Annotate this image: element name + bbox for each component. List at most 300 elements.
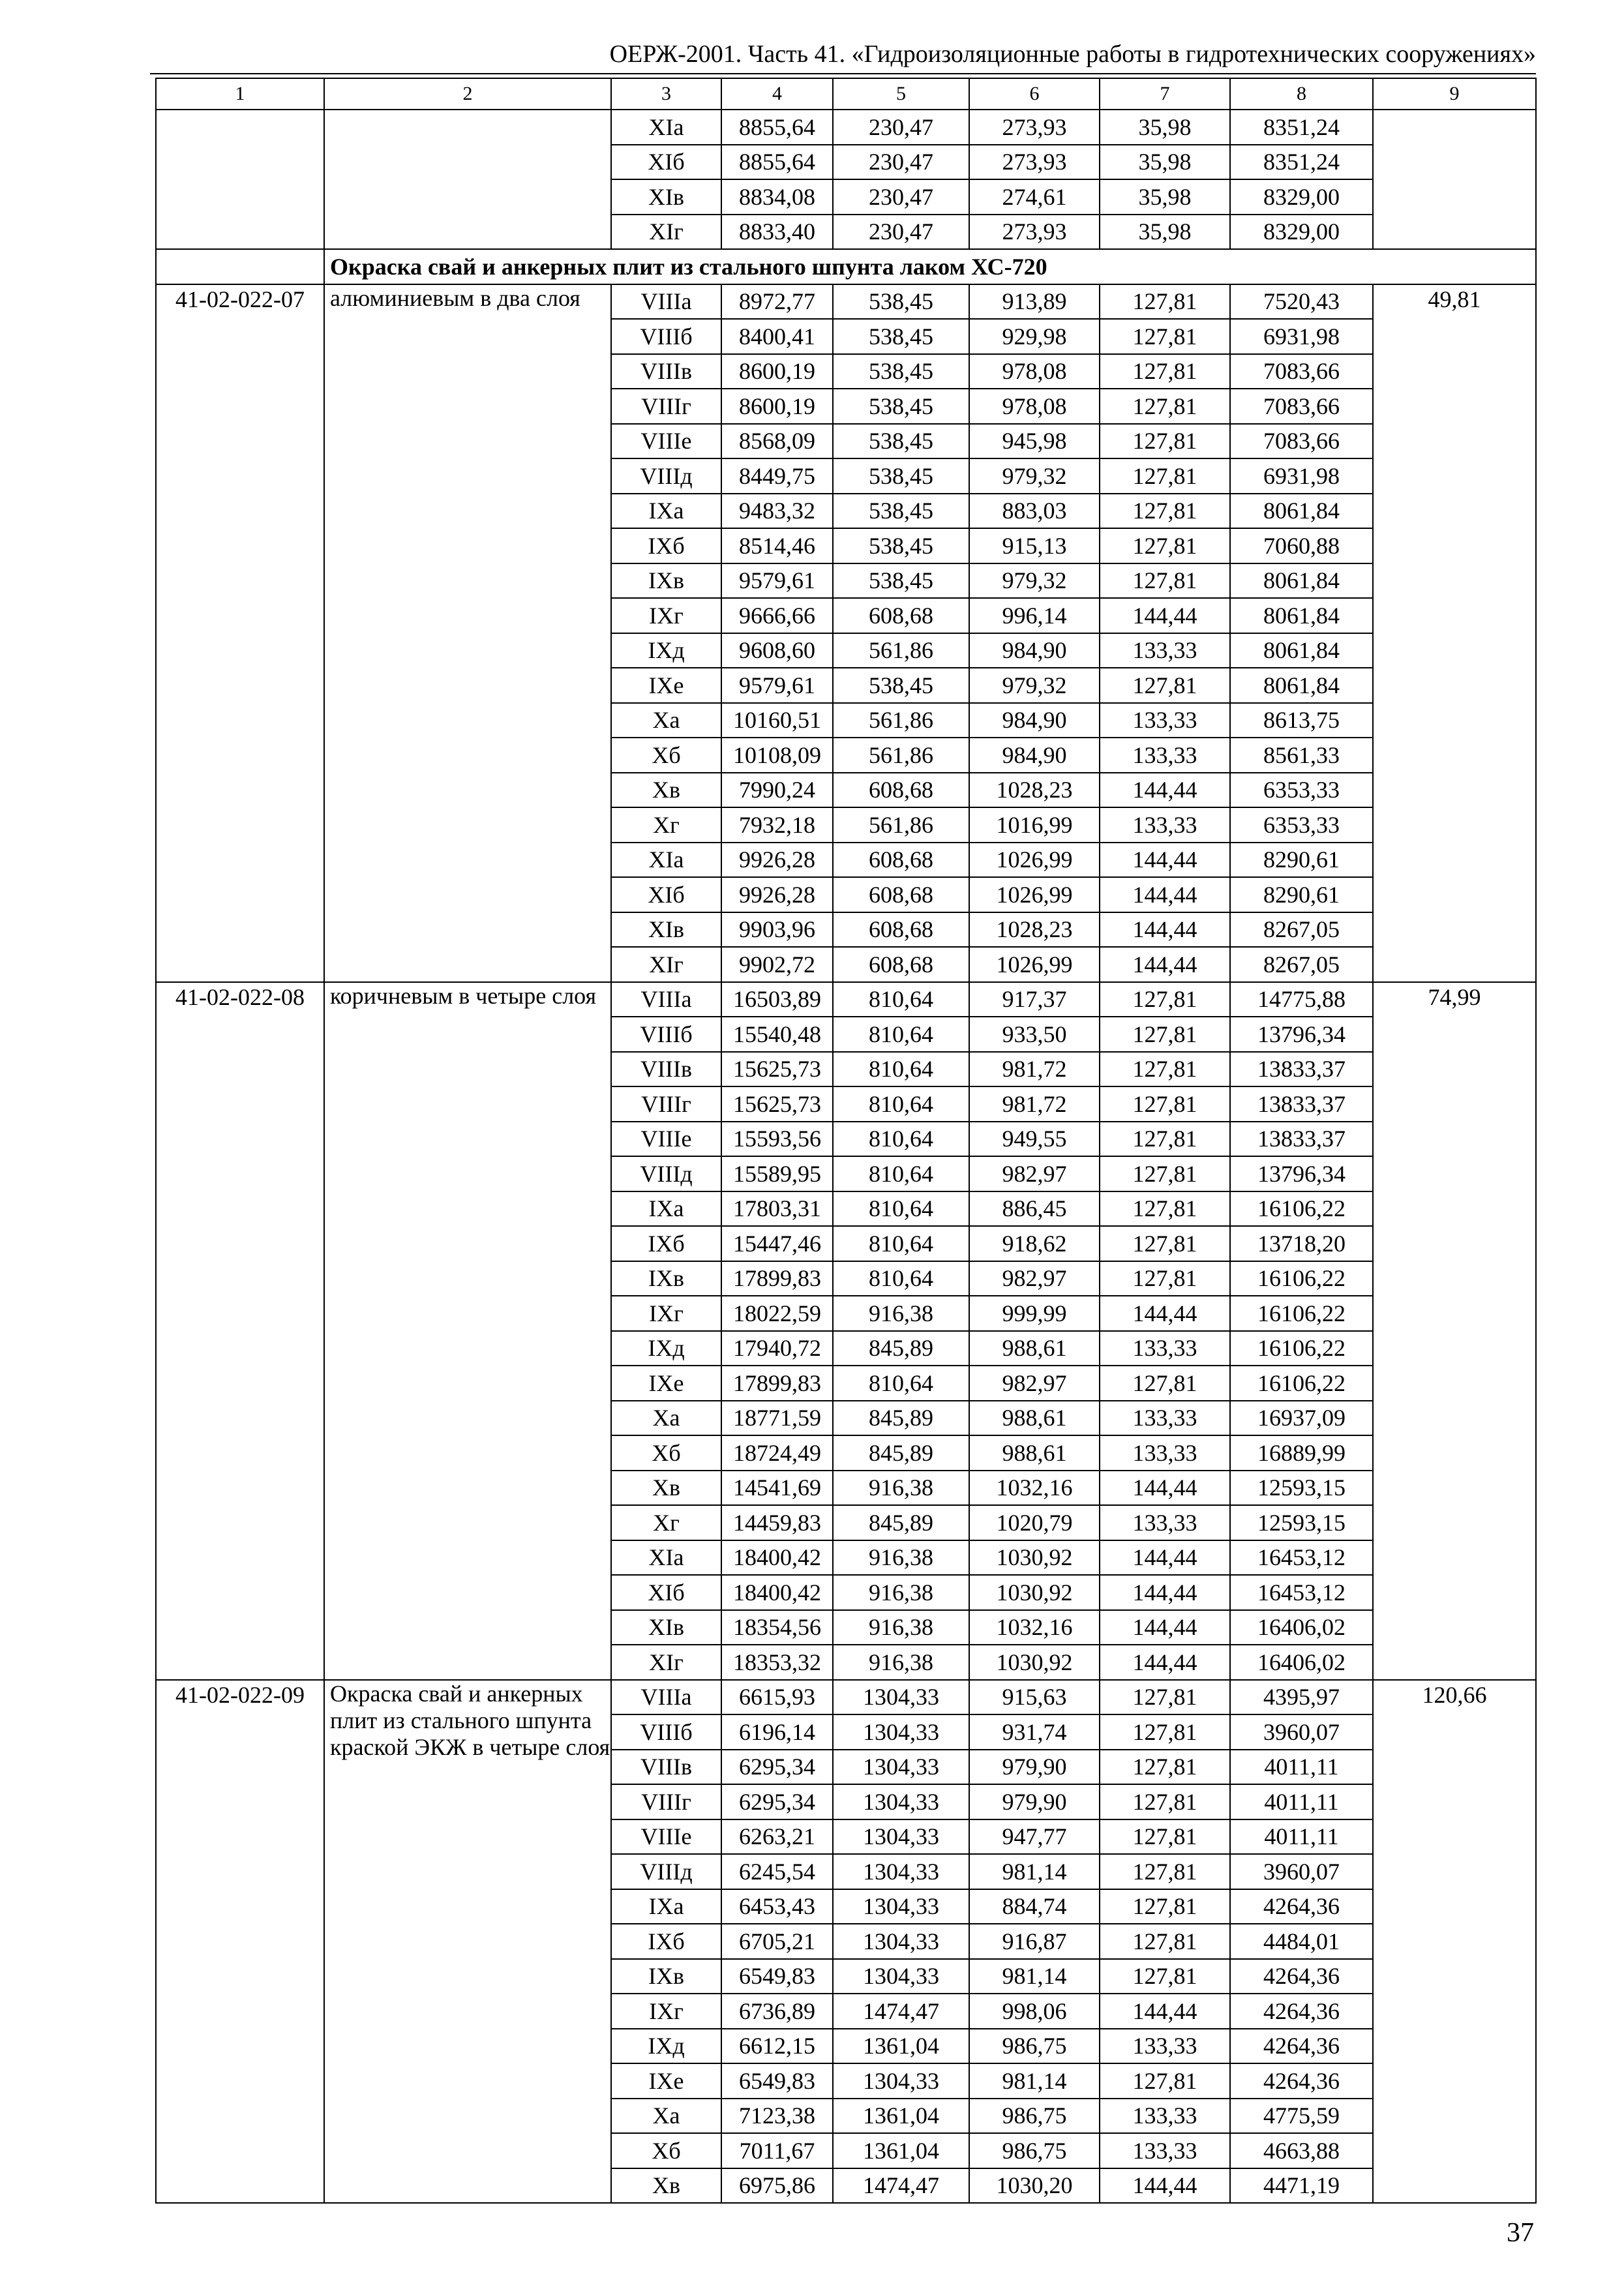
wages: 538,45 <box>833 319 969 354</box>
direct-cost: 17803,31 <box>721 1191 833 1227</box>
operator-wages: 127,81 <box>1100 1226 1230 1261</box>
direct-cost: 6453,43 <box>721 1889 833 1924</box>
table-row <box>156 110 1536 145</box>
direct-cost: 15589,95 <box>721 1156 833 1191</box>
direct-cost: 10160,51 <box>721 703 833 738</box>
direct-cost: 6612,15 <box>721 2029 833 2064</box>
page-number: 37 <box>1507 2218 1534 2248</box>
machine-cost: 947,77 <box>969 1819 1100 1855</box>
direct-cost: 8400,41 <box>721 319 833 354</box>
wages: 538,45 <box>833 354 969 389</box>
machine-cost: 981,14 <box>969 2063 1100 2099</box>
materials-cost: 4011,11 <box>1230 1750 1373 1785</box>
operator-wages: 127,81 <box>1100 284 1230 320</box>
wages: 1304,33 <box>833 1750 969 1785</box>
materials-cost: 16106,22 <box>1230 1191 1373 1227</box>
materials-cost: 13796,34 <box>1230 1156 1373 1191</box>
machine-cost: 949,55 <box>969 1122 1100 1157</box>
wages: 538,45 <box>833 563 969 599</box>
zone-code: VIIIг <box>611 1784 721 1819</box>
zone-code: Xг <box>611 807 721 843</box>
machine-cost: 984,90 <box>969 633 1100 668</box>
operator-wages: 144,44 <box>1100 1471 1230 1506</box>
description-cell <box>324 110 611 249</box>
zone-code: XIг <box>611 215 721 250</box>
zone-code: IXe <box>611 2063 721 2099</box>
operator-wages: 144,44 <box>1100 947 1230 982</box>
direct-cost: 15625,73 <box>721 1086 833 1122</box>
machine-cost: 1016,99 <box>969 807 1100 843</box>
zone-code: XIб <box>611 877 721 912</box>
materials-cost: 8351,24 <box>1230 145 1373 180</box>
direct-cost: 15447,46 <box>721 1226 833 1261</box>
zone-code: IXг <box>611 598 721 633</box>
materials-cost: 4484,01 <box>1230 1924 1373 1959</box>
direct-cost: 16503,89 <box>721 982 833 1017</box>
materials-cost: 12593,15 <box>1230 1505 1373 1540</box>
wages: 810,64 <box>833 1086 969 1122</box>
rate-code: 41-02-022-08 <box>156 982 324 1680</box>
materials-cost: 16453,12 <box>1230 1575 1373 1610</box>
direct-cost: 8972,77 <box>721 284 833 320</box>
direct-cost: 7990,24 <box>721 773 833 808</box>
operator-wages: 127,81 <box>1100 1052 1230 1087</box>
direct-cost: 8855,64 <box>721 145 833 180</box>
materials-cost: 13718,20 <box>1230 1226 1373 1261</box>
operator-wages: 144,44 <box>1100 1296 1230 1331</box>
direct-cost: 7932,18 <box>721 807 833 843</box>
materials-cost: 16937,09 <box>1230 1401 1373 1436</box>
materials-cost: 8290,61 <box>1230 843 1373 878</box>
wages: 538,45 <box>833 424 969 459</box>
zone-code: VIIIг <box>611 389 721 424</box>
wages: 561,86 <box>833 633 969 668</box>
materials-cost: 13833,37 <box>1230 1122 1373 1157</box>
direct-cost: 15593,56 <box>721 1122 833 1157</box>
operator-wages: 133,33 <box>1100 1435 1230 1471</box>
direct-cost: 18400,42 <box>721 1540 833 1576</box>
labor-norm: 49,81 <box>1373 284 1536 982</box>
operator-wages: 144,44 <box>1100 1645 1230 1680</box>
direct-cost: 9579,61 <box>721 668 833 703</box>
zone-code: VIIIг <box>611 1086 721 1122</box>
operator-wages: 133,33 <box>1100 807 1230 843</box>
operator-wages: 144,44 <box>1100 843 1230 878</box>
wages: 810,64 <box>833 1017 969 1052</box>
materials-cost: 8267,05 <box>1230 912 1373 948</box>
machine-cost: 273,93 <box>969 215 1100 250</box>
machine-cost: 982,97 <box>969 1261 1100 1296</box>
column-number-row <box>156 78 1536 110</box>
machine-cost: 1030,92 <box>969 1645 1100 1680</box>
materials-cost: 13833,37 <box>1230 1086 1373 1122</box>
column-number: 8 <box>1230 78 1373 110</box>
rate-description: Окраска свай и анкерных плит из стального шпунта краской ЭКЖ в четыре слоя <box>324 1680 611 2204</box>
operator-wages: 127,81 <box>1100 354 1230 389</box>
direct-cost: 17940,72 <box>721 1331 833 1366</box>
document-header: ОЕРЖ-2001. Часть 41. «Гидроизоляционные работы в гидротехнических сооружениях» <box>609 40 1536 68</box>
zone-code: IXд <box>611 633 721 668</box>
direct-cost: 8568,09 <box>721 424 833 459</box>
operator-wages: 127,81 <box>1100 494 1230 529</box>
wages: 538,45 <box>833 668 969 703</box>
wages: 1304,33 <box>833 1784 969 1819</box>
zone-code: Xв <box>611 1471 721 1506</box>
zone-code: Xв <box>611 2168 721 2204</box>
operator-wages: 127,81 <box>1100 982 1230 1017</box>
machine-cost: 981,14 <box>969 1854 1100 1889</box>
column-number: 6 <box>969 78 1100 110</box>
zone-code: XIб <box>611 1575 721 1610</box>
operator-wages: 133,33 <box>1100 1331 1230 1366</box>
direct-cost: 8514,46 <box>721 528 833 563</box>
machine-cost: 979,32 <box>969 668 1100 703</box>
materials-cost: 16106,22 <box>1230 1366 1373 1401</box>
column-number: 2 <box>324 78 611 110</box>
wages: 608,68 <box>833 877 969 912</box>
wages: 561,86 <box>833 807 969 843</box>
labor-norm: 74,99 <box>1373 982 1536 1680</box>
zone-code: VIIIд <box>611 458 721 494</box>
machine-cost: 1032,16 <box>969 1610 1100 1645</box>
zone-code: IXв <box>611 1261 721 1296</box>
machine-cost: 978,08 <box>969 389 1100 424</box>
direct-cost: 9903,96 <box>721 912 833 948</box>
wages: 1304,33 <box>833 1714 969 1750</box>
labor-norm: 120,66 <box>1373 1680 1536 2204</box>
operator-wages: 127,81 <box>1100 1750 1230 1785</box>
wages: 1304,33 <box>833 1924 969 1959</box>
rates-table <box>155 78 1537 2204</box>
operator-wages: 144,44 <box>1100 1994 1230 2029</box>
wages: 561,86 <box>833 703 969 738</box>
zone-code: IXe <box>611 1366 721 1401</box>
zone-code: Xa <box>611 2099 721 2134</box>
operator-wages: 133,33 <box>1100 2133 1230 2168</box>
direct-cost: 8449,75 <box>721 458 833 494</box>
machine-cost: 986,75 <box>969 2029 1100 2064</box>
column-number: 4 <box>721 78 833 110</box>
machine-cost: 978,08 <box>969 354 1100 389</box>
machine-cost: 915,13 <box>969 528 1100 563</box>
zone-code: XIa <box>611 843 721 878</box>
operator-wages: 127,81 <box>1100 1959 1230 1994</box>
wages: 916,38 <box>833 1471 969 1506</box>
direct-cost: 9902,72 <box>721 947 833 982</box>
materials-cost: 7520,43 <box>1230 284 1373 320</box>
direct-cost: 6549,83 <box>721 2063 833 2099</box>
wages: 1304,33 <box>833 2063 969 2099</box>
direct-cost: 9483,32 <box>721 494 833 529</box>
materials-cost: 6931,98 <box>1230 319 1373 354</box>
direct-cost: 14459,83 <box>721 1505 833 1540</box>
operator-wages: 144,44 <box>1100 1540 1230 1576</box>
operator-wages: 127,81 <box>1100 1261 1230 1296</box>
zone-code: Xa <box>611 1401 721 1436</box>
materials-cost: 4775,59 <box>1230 2099 1373 2134</box>
materials-cost: 12593,15 <box>1230 1471 1373 1506</box>
zone-code: IXб <box>611 1226 721 1261</box>
wages: 608,68 <box>833 947 969 982</box>
machine-cost: 982,97 <box>969 1156 1100 1191</box>
materials-cost: 8061,84 <box>1230 633 1373 668</box>
zone-code: VIIIб <box>611 1017 721 1052</box>
wages: 608,68 <box>833 912 969 948</box>
zone-code: VIIIe <box>611 1122 721 1157</box>
zone-code: IXa <box>611 494 721 529</box>
materials-cost: 4471,19 <box>1230 2168 1373 2204</box>
wages: 845,89 <box>833 1505 969 1540</box>
direct-cost: 6295,34 <box>721 1784 833 1819</box>
direct-cost: 7011,67 <box>721 2133 833 2168</box>
materials-cost: 8351,24 <box>1230 110 1373 145</box>
wages: 1361,04 <box>833 2029 969 2064</box>
wages: 916,38 <box>833 1540 969 1576</box>
section-title: Окраска свай и анкерных плит из стального шпунта лаком ХС-720 <box>324 249 1536 284</box>
norm-cell <box>1373 110 1536 249</box>
zone-code: Xв <box>611 773 721 808</box>
materials-cost: 8061,84 <box>1230 494 1373 529</box>
direct-cost: 6549,83 <box>721 1959 833 1994</box>
direct-cost: 9666,66 <box>721 598 833 633</box>
operator-wages: 35,98 <box>1100 145 1230 180</box>
materials-cost: 16106,22 <box>1230 1261 1373 1296</box>
zone-code: IXe <box>611 668 721 703</box>
machine-cost: 929,98 <box>969 319 1100 354</box>
code-cell <box>156 110 324 249</box>
materials-cost: 13796,34 <box>1230 1017 1373 1052</box>
wages: 538,45 <box>833 284 969 320</box>
machine-cost: 1030,92 <box>969 1540 1100 1576</box>
zone-code: VIIIв <box>611 354 721 389</box>
direct-cost: 8833,40 <box>721 215 833 250</box>
table-row <box>156 982 1536 1017</box>
zone-code: IXб <box>611 528 721 563</box>
zone-code: IXб <box>611 1924 721 1959</box>
wages: 810,64 <box>833 1156 969 1191</box>
direct-cost: 6705,21 <box>721 1924 833 1959</box>
operator-wages: 133,33 <box>1100 2099 1230 2134</box>
materials-cost: 16106,22 <box>1230 1296 1373 1331</box>
wages: 230,47 <box>833 179 969 215</box>
zone-code: VIIIв <box>611 1750 721 1785</box>
zone-code: Xa <box>611 703 721 738</box>
zone-code: IXв <box>611 563 721 599</box>
direct-cost: 14541,69 <box>721 1471 833 1506</box>
machine-cost: 917,37 <box>969 982 1100 1017</box>
wages: 1304,33 <box>833 1854 969 1889</box>
direct-cost: 15625,73 <box>721 1052 833 1087</box>
direct-cost: 18022,59 <box>721 1296 833 1331</box>
zone-code: VIIIa <box>611 284 721 320</box>
machine-cost: 979,32 <box>969 458 1100 494</box>
zone-code: VIIIб <box>611 1714 721 1750</box>
wages: 538,45 <box>833 458 969 494</box>
direct-cost: 8834,08 <box>721 179 833 215</box>
materials-cost: 6353,33 <box>1230 807 1373 843</box>
operator-wages: 127,81 <box>1100 389 1230 424</box>
zone-code: IXв <box>611 1959 721 1994</box>
operator-wages: 35,98 <box>1100 215 1230 250</box>
materials-cost: 8329,00 <box>1230 215 1373 250</box>
direct-cost: 18353,32 <box>721 1645 833 1680</box>
wages: 1304,33 <box>833 1959 969 1994</box>
operator-wages: 127,81 <box>1100 563 1230 599</box>
materials-cost: 8061,84 <box>1230 598 1373 633</box>
rate-code: 41-02-022-09 <box>156 1680 324 2204</box>
table-row <box>156 284 1536 320</box>
direct-cost: 6975,86 <box>721 2168 833 2204</box>
machine-cost: 984,90 <box>969 738 1100 773</box>
direct-cost: 9608,60 <box>721 633 833 668</box>
machine-cost: 982,97 <box>969 1366 1100 1401</box>
materials-cost: 13833,37 <box>1230 1052 1373 1087</box>
wages: 916,38 <box>833 1610 969 1645</box>
direct-cost: 18771,59 <box>721 1401 833 1436</box>
machine-cost: 1020,79 <box>969 1505 1100 1540</box>
table-body <box>156 78 1536 2203</box>
direct-cost: 9926,28 <box>721 877 833 912</box>
machine-cost: 1032,16 <box>969 1471 1100 1506</box>
materials-cost: 8613,75 <box>1230 703 1373 738</box>
wages: 845,89 <box>833 1331 969 1366</box>
zone-code: VIIIб <box>611 319 721 354</box>
wages: 230,47 <box>833 215 969 250</box>
wages: 916,38 <box>833 1575 969 1610</box>
wages: 538,45 <box>833 389 969 424</box>
materials-cost: 6931,98 <box>1230 458 1373 494</box>
materials-cost: 8061,84 <box>1230 563 1373 599</box>
column-number: 7 <box>1100 78 1230 110</box>
wages: 810,64 <box>833 1261 969 1296</box>
materials-cost: 4011,11 <box>1230 1784 1373 1819</box>
zone-code: Xг <box>611 1505 721 1540</box>
operator-wages: 144,44 <box>1100 1575 1230 1610</box>
direct-cost: 6615,93 <box>721 1680 833 1715</box>
wages: 845,89 <box>833 1401 969 1436</box>
zone-code: VIIIa <box>611 982 721 1017</box>
direct-cost: 6245,54 <box>721 1854 833 1889</box>
direct-cost: 6736,89 <box>721 1994 833 2029</box>
zone-code: VIIIe <box>611 424 721 459</box>
machine-cost: 918,62 <box>969 1226 1100 1261</box>
materials-cost: 4264,36 <box>1230 1994 1373 2029</box>
machine-cost: 1026,99 <box>969 877 1100 912</box>
machine-cost: 979,32 <box>969 563 1100 599</box>
machine-cost: 913,89 <box>969 284 1100 320</box>
materials-cost: 4264,36 <box>1230 2029 1373 2064</box>
materials-cost: 3960,07 <box>1230 1714 1373 1750</box>
wages: 230,47 <box>833 110 969 145</box>
machine-cost: 1028,23 <box>969 773 1100 808</box>
materials-cost: 8061,84 <box>1230 668 1373 703</box>
direct-cost: 8600,19 <box>721 354 833 389</box>
wages: 608,68 <box>833 773 969 808</box>
zone-code: IXa <box>611 1889 721 1924</box>
wages: 810,64 <box>833 1122 969 1157</box>
materials-cost: 4011,11 <box>1230 1819 1373 1855</box>
machine-cost: 988,61 <box>969 1401 1100 1436</box>
materials-cost: 4264,36 <box>1230 2063 1373 2099</box>
rate-description: алюминиевым в два слоя <box>324 284 611 982</box>
machine-cost: 986,75 <box>969 2133 1100 2168</box>
materials-cost: 7083,66 <box>1230 354 1373 389</box>
wages: 1474,47 <box>833 1994 969 2029</box>
machine-cost: 986,75 <box>969 2099 1100 2134</box>
header-rule <box>150 73 1536 74</box>
column-number: 3 <box>611 78 721 110</box>
rate-code: 41-02-022-07 <box>156 284 324 982</box>
zone-code: XIв <box>611 912 721 948</box>
operator-wages: 144,44 <box>1100 912 1230 948</box>
materials-cost: 16889,99 <box>1230 1435 1373 1471</box>
materials-cost: 8267,05 <box>1230 947 1373 982</box>
operator-wages: 127,81 <box>1100 1156 1230 1191</box>
zone-code: XIa <box>611 1540 721 1576</box>
operator-wages: 127,81 <box>1100 424 1230 459</box>
machine-cost: 1028,23 <box>969 912 1100 948</box>
direct-cost: 17899,83 <box>721 1261 833 1296</box>
operator-wages: 144,44 <box>1100 598 1230 633</box>
operator-wages: 144,44 <box>1100 773 1230 808</box>
materials-cost: 8561,33 <box>1230 738 1373 773</box>
operator-wages: 133,33 <box>1100 1505 1230 1540</box>
materials-cost: 7083,66 <box>1230 389 1373 424</box>
operator-wages: 133,33 <box>1100 703 1230 738</box>
machine-cost: 273,93 <box>969 110 1100 145</box>
machine-cost: 1026,99 <box>969 843 1100 878</box>
operator-wages: 35,98 <box>1100 110 1230 145</box>
materials-cost: 4663,88 <box>1230 2133 1373 2168</box>
operator-wages: 127,81 <box>1100 2063 1230 2099</box>
direct-cost: 18354,56 <box>721 1610 833 1645</box>
direct-cost: 18724,49 <box>721 1435 833 1471</box>
zone-code: XIв <box>611 179 721 215</box>
machine-cost: 979,90 <box>969 1784 1100 1819</box>
direct-cost: 6196,14 <box>721 1714 833 1750</box>
operator-wages: 127,81 <box>1100 319 1230 354</box>
zone-code: Xб <box>611 2133 721 2168</box>
operator-wages: 144,44 <box>1100 1610 1230 1645</box>
machine-cost: 1030,20 <box>969 2168 1100 2204</box>
machine-cost: 988,61 <box>969 1435 1100 1471</box>
machine-cost: 999,99 <box>969 1296 1100 1331</box>
zone-code: XIa <box>611 110 721 145</box>
machine-cost: 945,98 <box>969 424 1100 459</box>
operator-wages: 133,33 <box>1100 2029 1230 2064</box>
direct-cost: 9579,61 <box>721 563 833 599</box>
materials-cost: 7083,66 <box>1230 424 1373 459</box>
direct-cost: 6295,34 <box>721 1750 833 1785</box>
zone-code: VIIIд <box>611 1156 721 1191</box>
wages: 810,64 <box>833 1366 969 1401</box>
machine-cost: 933,50 <box>969 1017 1100 1052</box>
machine-cost: 1030,92 <box>969 1575 1100 1610</box>
materials-cost: 6353,33 <box>1230 773 1373 808</box>
machine-cost: 886,45 <box>969 1191 1100 1227</box>
operator-wages: 133,33 <box>1100 738 1230 773</box>
operator-wages: 127,81 <box>1100 1784 1230 1819</box>
machine-cost: 984,90 <box>969 703 1100 738</box>
operator-wages: 127,81 <box>1100 528 1230 563</box>
machine-cost: 998,06 <box>969 1994 1100 2029</box>
wages: 608,68 <box>833 598 969 633</box>
section-code-cell <box>156 249 324 284</box>
machine-cost: 996,14 <box>969 598 1100 633</box>
operator-wages: 127,81 <box>1100 1714 1230 1750</box>
zone-code: VIIIa <box>611 1680 721 1715</box>
direct-cost: 18400,42 <box>721 1575 833 1610</box>
